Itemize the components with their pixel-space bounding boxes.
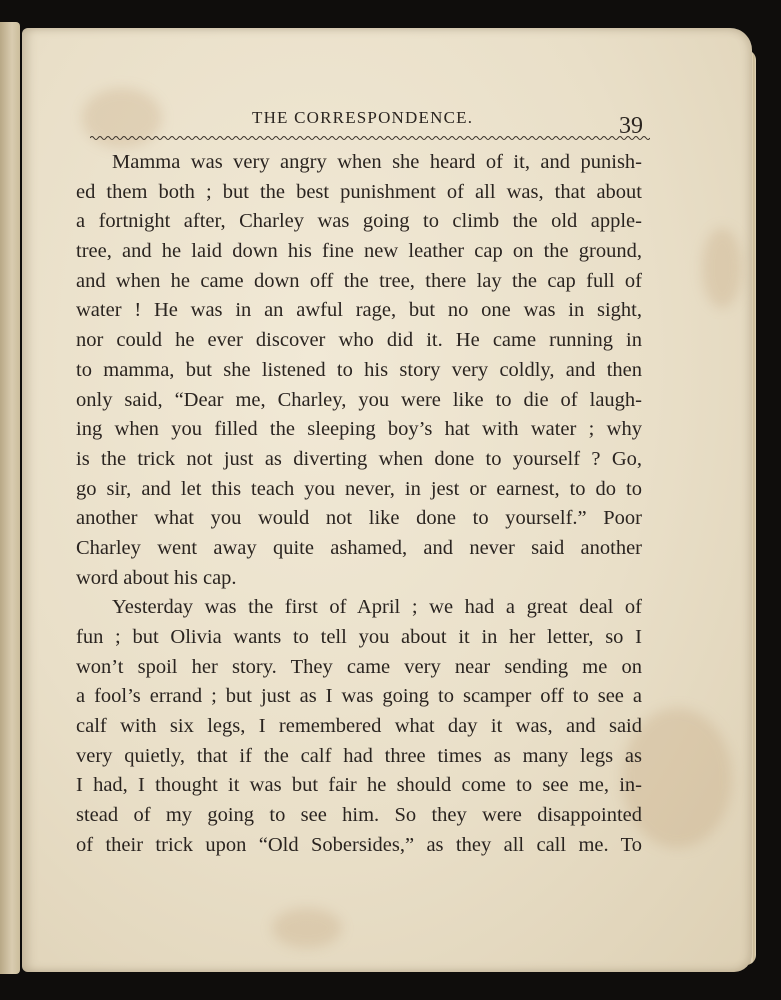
text-line: another what you would not like done to yourself.” Poor: [76, 507, 642, 530]
text-line: Charley went away quite ashamed, and never said another: [76, 536, 642, 559]
text-line: tree, and he laid down his fine new leather cap on the ground,: [76, 240, 642, 263]
text-line: of their trick upon “Old Sobersides,” as they all call me. To: [76, 833, 642, 856]
text-line: very quietly, that if the calf had three times as many legs as: [76, 744, 642, 767]
text-line: Mamma was very angry when she heard of it, and punish-: [112, 151, 642, 173]
text-line: nor could he ever discover who did it. He came running in: [76, 329, 642, 352]
text-line: go sir, and let this teach you never, in jest or earnest, to do to: [76, 477, 642, 500]
text-line: Yesterday was the first of April ; we had a great deal of: [112, 596, 642, 619]
text-line: to mamma, but she listened to his story very coldly, and then: [76, 358, 642, 381]
text-line: won’t spoil her story. They came very near sending me on: [76, 655, 642, 678]
text-line: water ! He was in an awful rage, but no one was in sight,: [76, 299, 642, 322]
text-line: is the trick not just as diverting when done to yourself ? Go,: [76, 447, 642, 470]
text-line: a fortnight after, Charley was going to climb the old apple-: [76, 210, 642, 233]
text-line: fun ; but Olivia wants to tell you about it in her letter, so I: [76, 626, 642, 648]
body-text: [76, 148, 642, 861]
header-rule: [90, 133, 650, 143]
foxing-stain: [272, 908, 342, 948]
text-line: I had, I thought it was but fair he should come to see me, in-: [76, 774, 642, 797]
text-line: a fool’s errand ; but just as I was going to scamper off to see a: [76, 685, 642, 708]
text-line: and when he came down off the tree, there lay the cap full of: [76, 269, 642, 292]
text-line: word about his cap.: [76, 566, 237, 589]
left-page-edge: [0, 22, 20, 974]
text-line: calf with six legs, I remembered what day it was, and said: [76, 715, 642, 738]
text-line: ing when you filled the sleeping boy’s hat with water ; why: [76, 418, 642, 441]
running-header: THE CORRESPONDENCE.: [252, 108, 474, 127]
text-line: only said, “Dear me, Charley, you were like to die of laugh-: [76, 388, 642, 411]
text-line: stead of my going to see him. So they were disappointed: [76, 804, 642, 827]
text-line: ed them both ; but the best punishment of all was, that about: [76, 180, 642, 203]
foxing-stain: [702, 228, 742, 308]
page-number: 39: [619, 113, 643, 139]
